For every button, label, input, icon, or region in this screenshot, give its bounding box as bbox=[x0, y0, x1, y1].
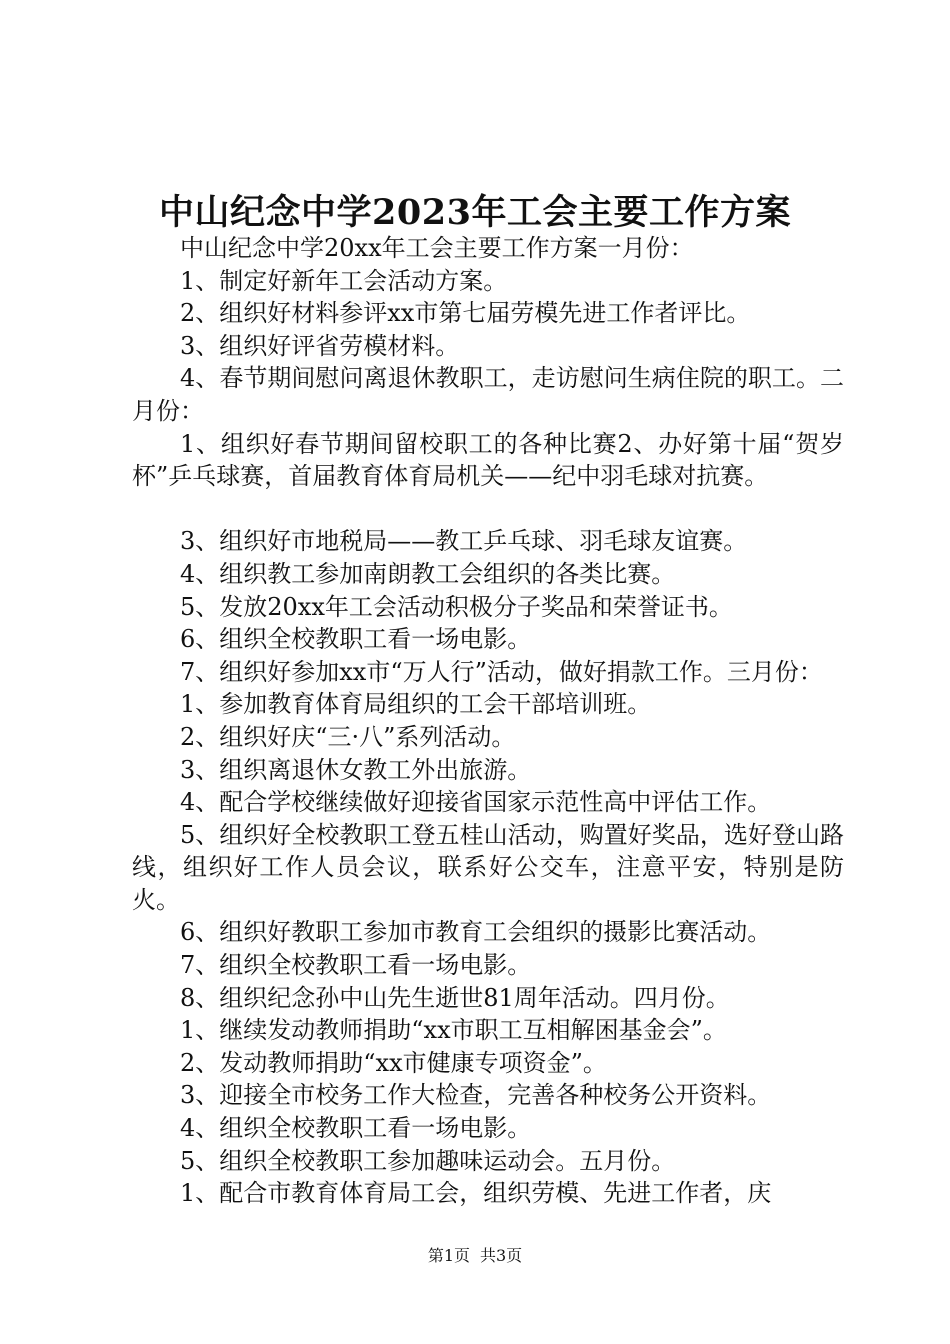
paragraph: 4、组织教工参加南朗教工会组织的各类比赛。 bbox=[180, 559, 676, 588]
paragraph: 5、组织全校教职工参加趣味运动会。五月份。 bbox=[180, 1146, 676, 1175]
page-footer bbox=[0, 1243, 950, 1266]
paragraph: 7、组织好参加xx市“万人行”活动，做好捐款工作。三月份： bbox=[180, 657, 823, 686]
paragraph: 6、组织好教职工参加市教育工会组织的摄影比赛活动。 bbox=[180, 918, 772, 947]
paragraph: 2、组织好庆“三·八”系列活动。 bbox=[180, 722, 516, 751]
paragraph: 1、配合市教育体育局工会，组织劳模、先进工作者，庆 bbox=[180, 1179, 772, 1208]
paragraph: 7、组织全校教职工看一场电影。 bbox=[180, 951, 532, 980]
paragraph: 5、发放20xx年工会活动积极分子奖品和荣誉证书。 bbox=[180, 592, 733, 621]
paragraph: 8、组织纪念孙中山先生逝世81周年活动。四月份。 bbox=[180, 983, 730, 1012]
paragraph: 1、制定好新年工会活动方案。 bbox=[180, 266, 508, 295]
paragraph: 4、春节期间慰问离退休教职工，走访慰问生病住院的职工。二月份： bbox=[132, 364, 844, 425]
paragraph: 4、配合学校继续做好迎接省国家示范性高中评估工作。 bbox=[180, 788, 772, 817]
paragraph: 3、组织好市地税局——教工乒乓球、羽毛球友谊赛。 bbox=[180, 527, 748, 556]
paragraph: 1、继续发动教师捐助“xx市职工互相解困基金会”。 bbox=[180, 1016, 727, 1045]
page-total: 共3页 bbox=[480, 1246, 523, 1265]
document-body bbox=[132, 232, 844, 1210]
paragraph: 1、组织好春节期间留校职工的各种比赛2、办好第十届“贺岁杯”乒乓球赛，首届教育体育局机关——纪中羽毛球对抗赛。 bbox=[132, 429, 844, 491]
paragraph: 中山纪念中学20xx年工会主要工作方案一月份： bbox=[180, 234, 694, 262]
paragraph: 3、组织好评省劳模材料。 bbox=[180, 331, 460, 360]
paragraph: 3、组织离退休女教工外出旅游。 bbox=[180, 755, 532, 784]
paragraph: 3、迎接全市校务工作大检查，完善各种校务公开资料。 bbox=[180, 1081, 772, 1110]
paragraph: 4、组织全校教职工看一场电影。 bbox=[180, 1114, 532, 1143]
document-title: 中山纪念中学2023年工会主要工作方案 bbox=[159, 192, 791, 233]
paragraph: 5、组织好全校教职工登五桂山活动，购置好奖品，选好登山路线，组织好工作人员会议，联系好公交车，注意平安，特别是防火。 bbox=[132, 820, 844, 914]
paragraph: 1、参加教育体育局组织的工会干部培训班。 bbox=[180, 690, 652, 719]
blank-line bbox=[132, 493, 844, 526]
paragraph: 2、发动教师捐助“xx市健康专项资金”。 bbox=[180, 1048, 607, 1077]
paragraph: 2、组织好材料参评xx市第七届劳模先进工作者评比。 bbox=[180, 299, 751, 328]
paragraph: 6、组织全校教职工看一场电影。 bbox=[180, 625, 532, 654]
page-number: 第1页 bbox=[427, 1246, 470, 1265]
